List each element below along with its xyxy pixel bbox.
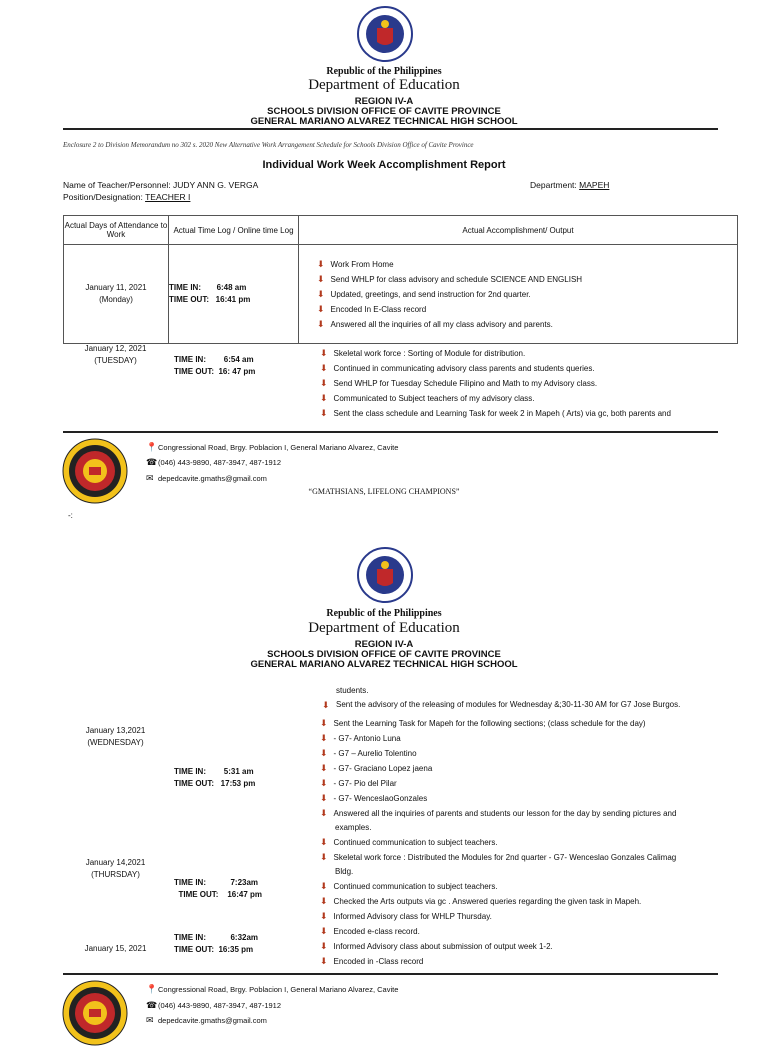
deped-seal-icon — [357, 6, 413, 62]
region-heading: REGION IV-A — [354, 96, 414, 107]
table-row — [64, 245, 738, 344]
arrow-bullet-icon: ⬇ — [320, 896, 328, 906]
arrow-bullet-icon: ⬇ — [317, 258, 325, 269]
list-item: ⬇ - G7- Antonio Luna — [320, 733, 401, 743]
row-time-cell — [164, 877, 262, 901]
arrow-bullet-icon: ⬇ — [320, 393, 328, 403]
row-time-cell — [164, 354, 255, 378]
arrow-bullet-icon: ⬇ — [317, 288, 325, 299]
time-in-label: TIME IN: — [174, 878, 206, 887]
arrow-bullet-icon: ⬇ — [320, 363, 328, 373]
row-date: January 13,2021 — [85, 726, 146, 735]
row-day: (TUESDAY) — [94, 356, 137, 365]
list-item: ⬇ Informed Advisory class for WHLP Thursday. — [320, 911, 492, 921]
row-date: January 11, 2021 — [85, 283, 147, 292]
time-out-value: 16: 47 pm — [218, 367, 256, 376]
list-item: ⬇ Informed Advisory class about submission of output week 1-2. — [320, 941, 553, 951]
footer-address: 📍Congressional Road, Brgy. Poblacion I, General Mariano Alvarez, Cavite — [146, 442, 399, 452]
row-date-cell — [63, 343, 168, 367]
footer-phone: ☎(046) 443-9890, 487-3947, 487-1912 — [146, 457, 282, 467]
arrow-bullet-icon: ⬇ — [320, 837, 328, 847]
time-out-label: TIME OUT: — [169, 295, 209, 304]
list-item: ⬇ Skeletal work force : Distributed the Modules for 2nd quarter - G7- Wenceslao Gonzales Calimag — [320, 852, 677, 862]
time-in-value: 6:54 am — [223, 355, 254, 364]
arrow-bullet-icon: ⬇ — [320, 793, 328, 803]
list-item: ⬇ Continued in communicating advisory class parents and students queries. — [320, 363, 595, 373]
time-out-value: 17:53 pm — [220, 779, 256, 788]
arrow-bullet-icon: ⬇ — [317, 303, 325, 314]
arrow-bullet-icon: ⬇ — [320, 763, 328, 773]
list-item: ⬇ Checked the Arts outputs via gc . Answered queries regarding the given task in Mapeh. — [320, 896, 642, 906]
row-date-cell — [63, 943, 168, 955]
row-accomplishment-list — [302, 346, 671, 421]
list-item: ⬇ Sent the Learning Task for Mapeh for the following sections; (class schedule for the day) — [320, 718, 646, 728]
footer-divider — [63, 973, 718, 975]
position-line — [63, 192, 190, 202]
school-logo-icon — [62, 980, 128, 1046]
arrow-bullet-icon: ⬇ — [320, 733, 328, 743]
row-day: (Monday) — [99, 295, 133, 304]
list-item: ⬇ Continued communication to subject teachers. — [320, 881, 498, 891]
header-days: Actual Days of Attendance to Work — [64, 216, 169, 245]
time-in-value: 6:32am — [230, 933, 259, 942]
teacher-name-line — [63, 180, 258, 190]
time-in-label: TIME IN: — [169, 283, 201, 292]
header-accomplishment: Actual Accomplishment/ Output — [299, 216, 738, 245]
time-in-value: 6:48 am — [216, 283, 247, 292]
time-in-label: TIME IN: — [174, 355, 206, 364]
row-date: January 15, 2021 — [84, 944, 147, 953]
arrow-bullet-icon: ⬇ — [317, 273, 325, 284]
time-out-label: TIME OUT: — [178, 890, 219, 899]
arrow-bullet-icon: ⬇ — [320, 778, 328, 788]
map-pin-icon: 📍 — [146, 442, 158, 452]
table-header-row — [64, 216, 738, 245]
page2-accomplishment-list — [302, 716, 676, 969]
region-heading: REGION IV-A — [354, 639, 414, 650]
list-item: ⬇ Sent the class schedule and Learning Task for week 2 in Mapeh ( Arts) via gc, both parents and — [320, 408, 671, 418]
time-in-value: 7:23am — [230, 878, 259, 887]
list-item: ⬇ Updated, greetings, and send instruction for 2nd quarter. — [317, 288, 531, 299]
mail-icon: ✉ — [146, 473, 154, 483]
list-item: ⬇ - G7- Graciano Lopez jaena — [320, 763, 433, 773]
footer-address: 📍Congressional Road, Brgy. Poblacion I, General Mariano Alvarez, Cavite — [146, 984, 399, 994]
row-time-cell — [164, 766, 255, 790]
list-item: ⬇ Skeletal work force : Sorting of Module for distribution. — [320, 348, 526, 358]
footer-email: ✉ depedcavite.gmaths@gmail.com — [146, 1015, 267, 1025]
teacher-name: JUDY ANN G. VERGA — [172, 180, 259, 190]
list-item: ⬇ Encoded in -Class record — [320, 956, 424, 966]
division-heading: SCHOOLS DIVISION OFFICE OF CAVITE PROVINCE — [267, 106, 501, 117]
time-out-label: TIME OUT: — [174, 367, 214, 376]
list-item: ⬇ - G7- WenceslaoGonzales — [320, 793, 428, 803]
arrow-bullet-icon: ⬇ — [320, 881, 328, 891]
row-date-cell — [63, 725, 168, 749]
row-date: January 12, 2021 — [84, 344, 147, 353]
footer-phone: ☎(046) 443-9890, 487-3947, 487-1912 — [146, 1000, 282, 1010]
time-in-label: TIME IN: — [174, 933, 206, 942]
arrow-bullet-icon: ⬇ — [320, 808, 328, 818]
row-date-cell — [64, 245, 169, 344]
time-out-value: 16:47 pm — [227, 890, 263, 899]
name-label: Name of Teacher/Personnel: — [63, 180, 171, 190]
time-out-value: 16:41 pm — [215, 295, 251, 304]
position-value: TEACHER I — [145, 192, 191, 202]
list-item: ⬇ Encoded e-class record. — [320, 926, 420, 936]
row-day: (THURSDAY) — [91, 870, 140, 879]
time-in-value: 5:31 am — [223, 767, 254, 776]
list-item: ⬇ Communicated to Subject teachers of my advisory class. — [320, 393, 535, 403]
row-time-cell — [164, 932, 258, 956]
list-item: ⬇ Encoded In E-Class record — [317, 303, 427, 314]
republic-heading: Republic of the Philippines — [326, 608, 442, 619]
enclosure-note: Enclosure 2 to Division Memorandum no 302 s. 2020 New Alternative Work Arrangement Schedule for Schools Division Office of Cavite Province — [63, 141, 474, 149]
arrow-bullet-icon: ⬇ — [317, 318, 325, 329]
arrow-bullet-icon: ⬇ — [320, 956, 328, 966]
arrow-bullet-icon: ⬇ — [320, 408, 328, 418]
list-item: ⬇ Send WHLP for class advisory and schedule SCIENCE AND ENGLISH — [317, 273, 583, 284]
arrow-bullet-icon: ⬇ — [320, 748, 328, 758]
list-item: Bldg. — [335, 867, 354, 876]
arrow-bullet-icon: ⬇ — [322, 700, 330, 710]
footer-divider — [63, 431, 718, 433]
list-item: ⬇ Answered all the inquiries of all my class advisory and parents. — [317, 318, 553, 329]
phone-icon: ☎ — [146, 1000, 158, 1010]
school-heading: GENERAL MARIANO ALVAREZ TECHNICAL HIGH SCHOOL — [250, 659, 518, 670]
row-accomplishment-cell — [299, 245, 738, 344]
continuation-text: students. — [336, 686, 369, 695]
row-date: January 14,2021 — [85, 858, 146, 867]
list-item: ⬇ - G7 – Aurelio Tolentino — [320, 748, 417, 758]
accomplishment-table — [63, 215, 738, 344]
header-divider — [63, 128, 718, 130]
list-item: ⬇ Answered all the inquiries of parents and students our lesson for the day by sending pictures and — [320, 808, 677, 818]
row-time-cell — [169, 245, 299, 344]
position-label: Position/Designation: — [63, 192, 143, 202]
row-day: (WEDNESDAY) — [87, 738, 144, 747]
arrow-bullet-icon: ⬇ — [320, 852, 328, 862]
list-item: ⬇ Work From Home — [317, 258, 394, 269]
list-item: ⬇ Sent the advisory of the releasing of modules for Wednesday &;30-11-30 AM for G7 Jose Burgos. — [322, 700, 681, 710]
time-out-value: 16:35 pm — [218, 945, 254, 954]
list-item: ⬇ Continued communication to subject teachers. — [320, 837, 498, 847]
arrow-bullet-icon: ⬇ — [320, 348, 328, 358]
department-line — [530, 180, 609, 190]
time-out-label: TIME OUT: — [174, 945, 214, 954]
row-date-cell — [63, 857, 168, 881]
list-item: ⬇ Send WHLP for Tuesday Schedule Filipino and Math to my Advisory class. — [320, 378, 598, 388]
arrow-bullet-icon: ⬇ — [320, 941, 328, 951]
arrow-bullet-icon: ⬇ — [320, 926, 328, 936]
arrow-bullet-icon: ⬇ — [320, 911, 328, 921]
mail-icon: ✉ — [146, 1015, 154, 1025]
school-heading: GENERAL MARIANO ALVAREZ TECHNICAL HIGH SCHOOL — [250, 116, 518, 127]
time-in-label: TIME IN: — [174, 767, 206, 776]
time-out-label: TIME OUT: — [174, 779, 214, 788]
arrow-bullet-icon: ⬇ — [320, 378, 328, 388]
deped-seal-icon — [357, 547, 413, 603]
report-title: Individual Work Week Accomplishment Report — [262, 159, 506, 171]
department-heading: Department of Education — [308, 77, 460, 93]
stray-mark: -: — [68, 511, 73, 520]
list-item: examples. — [335, 823, 372, 832]
list-item: ⬇ - G7- Pio del Pilar — [320, 778, 397, 788]
header-time: Actual Time Log / Online time Log — [169, 216, 299, 245]
department-label: Department: — [530, 180, 577, 190]
department-value: MAPEH — [579, 180, 610, 190]
division-heading: SCHOOLS DIVISION OFFICE OF CAVITE PROVINCE — [267, 649, 501, 660]
map-pin-icon: 📍 — [146, 984, 158, 994]
arrow-bullet-icon: ⬇ — [320, 718, 328, 728]
school-motto: “GMATHSIANS, LIFELONG CHAMPIONS” — [308, 487, 460, 496]
footer-email: ✉ depedcavite.gmaths@gmail.com — [146, 473, 267, 483]
department-heading: Department of Education — [308, 620, 460, 636]
phone-icon: ☎ — [146, 457, 158, 467]
republic-heading: Republic of the Philippines — [326, 66, 442, 77]
